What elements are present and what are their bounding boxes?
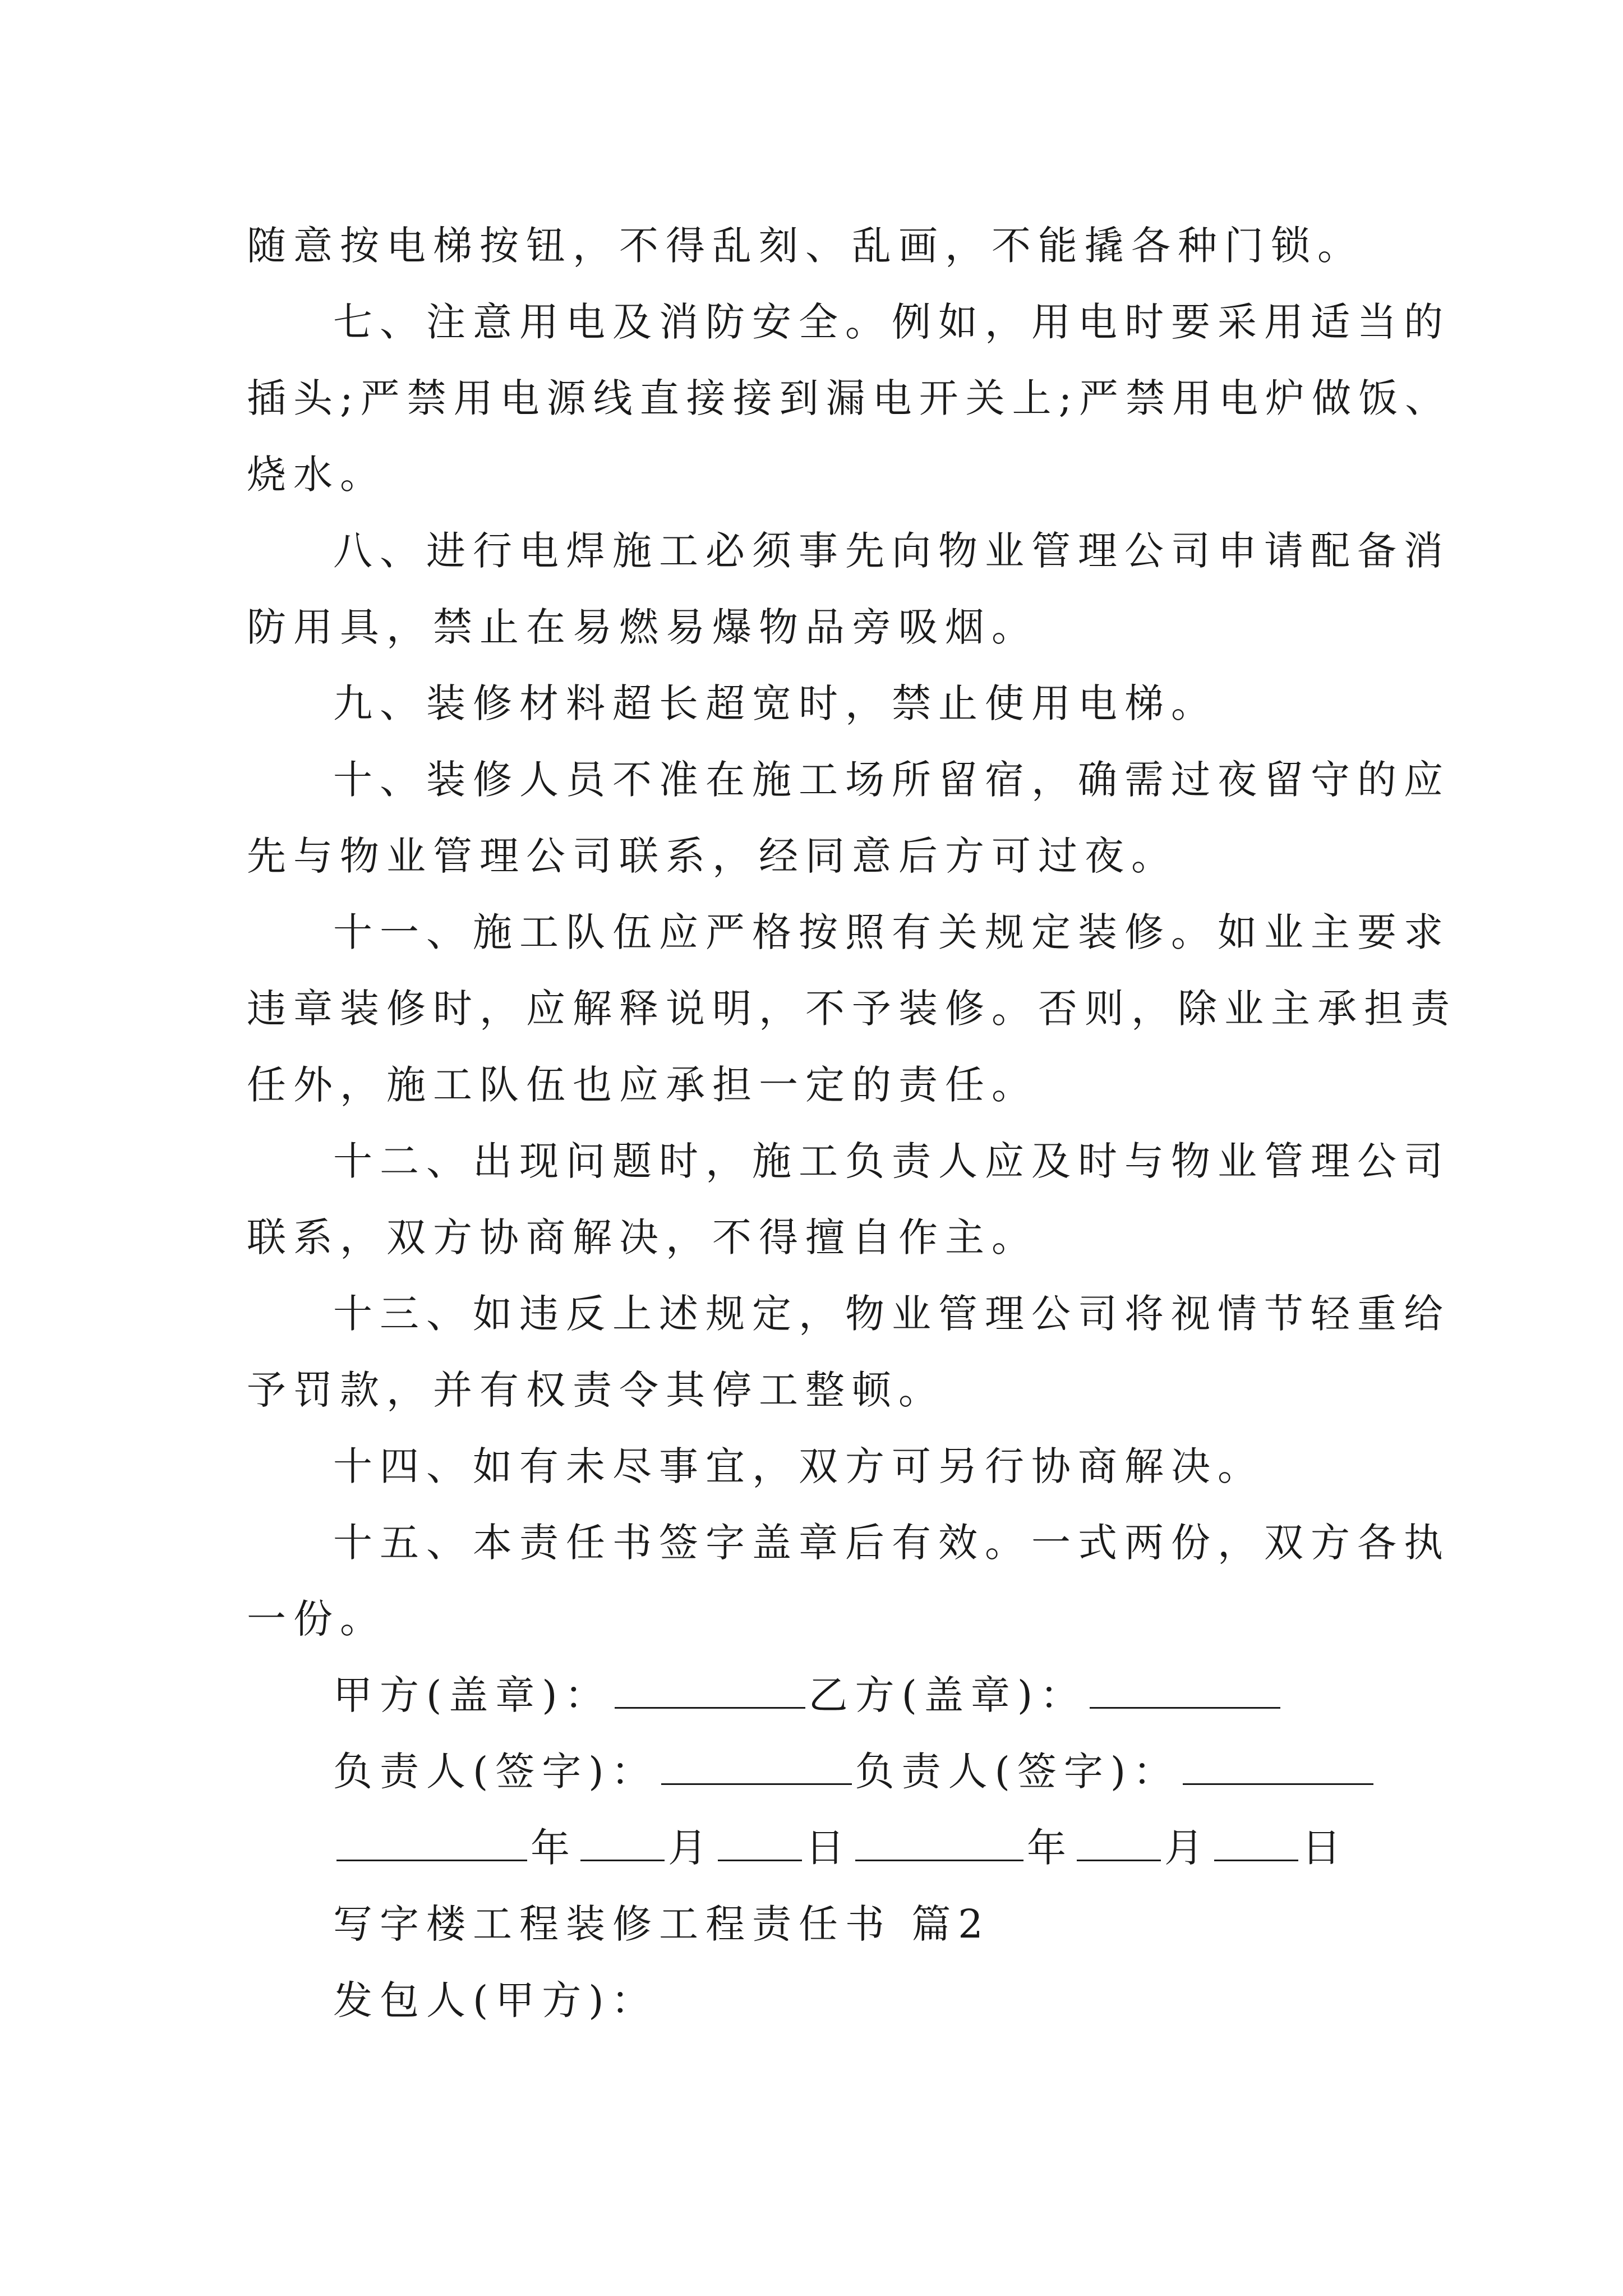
signer-row [247,1733,1391,1810]
clause-10-line-1: 十、装修人员不准在施工场所留宿，确需过夜留守的应 [333,757,1450,803]
person-b-blank[interactable] [1183,1743,1373,1785]
day-a-label: 日 [805,1825,852,1871]
clause-10-line-2: 先与物业管理公司联系，经同意后方可过夜。 [247,833,1178,879]
person-a-blank[interactable] [661,1743,852,1785]
clause-15-line-2: 一份。 [247,1596,386,1642]
clause-12-line-2: 联系，双方协商解决，不得擅自作主。 [247,1214,1038,1260]
day-a-blank[interactable] [718,1819,802,1861]
month-b-label: 月 [1164,1825,1211,1871]
clause-8-line-1: 八、进行电焊施工必须事先向物业管理公司申请配备消 [333,528,1450,574]
day-b-blank[interactable] [1214,1819,1298,1861]
party-a-seal-label: 甲方(盖章)： [333,1672,611,1718]
year-b-label: 年 [1027,1825,1073,1871]
year-b-blank[interactable] [855,1819,1023,1861]
clause-15-line-1: 十五、本责任书签字盖章后有效。一式两份，双方各执 [333,1520,1450,1566]
month-a-blank[interactable] [580,1819,665,1861]
seal-row [247,1657,1391,1733]
party-a-seal-blank[interactable] [615,1667,805,1709]
date-row [247,1810,1391,1886]
text-line-1: 随意按电梯按钮，不得乱刻、乱画，不能撬各种门锁。 [247,223,1364,269]
clause-12-line-1: 十二、出现问题时，施工负责人应及时与物业管理公司 [333,1138,1450,1184]
document-body [247,208,1457,2039]
year-a-blank[interactable] [336,1819,527,1861]
party-b-seal-blank[interactable] [1090,1667,1280,1709]
day-b-label: 日 [1302,1825,1348,1871]
employer-label: 发包人(甲方)： [333,1977,658,2023]
clause-7-line-2: 插头;严禁用电源线直接接到漏电开关上;严禁用电炉做饭、 [247,375,1452,421]
clause-14-line-1: 十四、如有未尽事宜，双方可另行协商解决。 [333,1443,1264,1489]
clause-13-line-2: 予罚款，并有权责令其停工整顿。 [247,1367,945,1413]
clause-11-line-2: 违章装修时，应解释说明，不予装修。否则，除业主承担责 [247,986,1457,1032]
clause-8-line-2: 防用具，禁止在易燃易爆物品旁吸烟。 [247,604,1038,650]
clause-11-line-3: 任外，施工队伍也应承担一定的责任。 [247,1062,1038,1108]
year-a-label: 年 [531,1825,577,1871]
clause-9-line-1: 九、装修材料超长超宽时，禁止使用电梯。 [333,680,1218,726]
clause-13-line-1: 十三、如违反上述规定，物业管理公司将视情节轻重给 [333,1291,1450,1337]
party-b-seal-label: 乙方(盖章)： [808,1672,1087,1718]
person-b-label: 负责人(签字)： [855,1749,1180,1795]
person-a-label: 负责人(签字)： [333,1749,658,1795]
month-a-label: 月 [668,1825,714,1871]
month-b-blank[interactable] [1077,1819,1161,1861]
clause-11-line-1: 十一、施工队伍应严格按照有关规定装修。如业主要求 [333,909,1450,955]
clause-7-line-3: 烧水。 [247,452,386,498]
clause-7-line-1: 七、注意用电及消防安全。例如，用电时要采用适当的 [333,299,1450,345]
section-title: 写字楼工程装修工程责任书 篇2 [333,1901,990,1947]
